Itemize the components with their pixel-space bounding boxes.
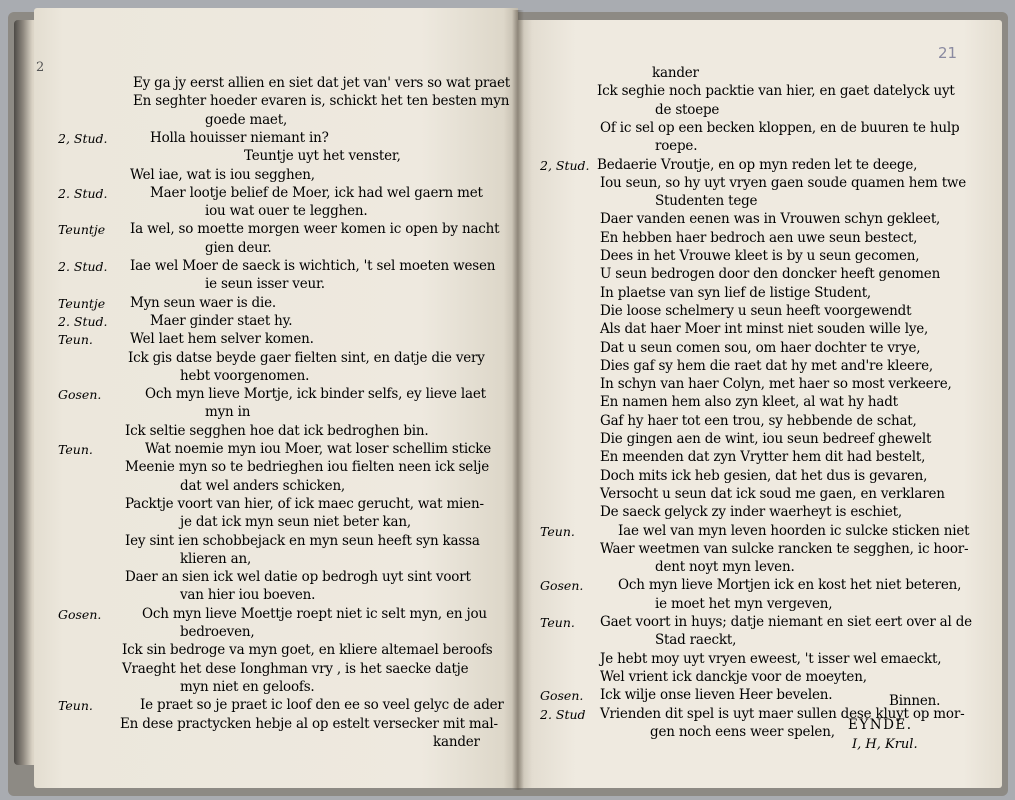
verse-line: En seghter hoeder evaren is, schickt het ten besten myn (133, 93, 510, 110)
speaker-name: Gosen. (540, 578, 584, 594)
verse-line: Die gingen aen de wint, iou seun bedreef ghewelt (600, 431, 932, 447)
verse-line: Maer lootje belief de Moer, ick had wel gaern met (150, 184, 483, 201)
verse-line: Dies gaf sy hem die raet dat hy met and're kleere, (600, 357, 933, 374)
verse-line: Ey ga jy eerst allien en siet dat jet van' vers so wat praet (133, 75, 511, 91)
speaker-name: Gosen. (58, 606, 102, 622)
verse-line: myn in (205, 404, 251, 421)
verse-line: Versocht u seun dat ick soud me gaen, en verklaren (600, 485, 945, 502)
verse-line: Wat noemie myn iou Moer, wat loser schellim sticke (145, 441, 492, 457)
verse-line: roepe. (655, 138, 698, 155)
verse-line: goede maet, (205, 111, 288, 128)
verse-line: Iou seun, so hy uyt vryen gaen soude quamen hem twe (600, 174, 967, 191)
verse-line: En meenden dat zyn Vrytter hem dit had bestelt, (600, 449, 926, 466)
verse-line: In plaetse van syn lief de listige Student, (600, 284, 872, 301)
end-marker: EYNDE. (848, 717, 913, 733)
verse-line: van hier iou boeven. (180, 587, 316, 604)
verse-line: Wel iae, wat is iou segghen, (130, 166, 315, 183)
verse-line: U seun bedrogen door den doncker heeft genomen (600, 266, 941, 283)
verse-line: je dat ick myn seun niet beter kan, (180, 514, 411, 531)
verse-line: Packtje voort van hier, of ick maec gerucht, wat mien- (125, 495, 484, 512)
verse-line: Teuntje uyt het venster, (244, 148, 401, 165)
left-margin-mark: 2 (36, 60, 45, 75)
verse-line: Wel laet hem selver komen. (130, 331, 314, 348)
verse-line: klieren an, (180, 550, 252, 567)
verse-line: gien deur. (205, 239, 272, 256)
speaker-name: 2. Stud. (58, 313, 108, 329)
verse-line: Maer ginder staet hy. (150, 312, 293, 329)
speaker-name: Teun. (540, 615, 575, 630)
speaker-name: Teun. (58, 698, 93, 714)
verse-line: Ie praet so je praet ic loof den ee so veel gelyc de ader (140, 697, 504, 714)
speaker-name: Gosen. (540, 688, 584, 704)
speaker-name: Teun. (58, 332, 93, 348)
verse-line: Vrienden dit spel is uyt maer sullen dese kluyt op mor- (600, 705, 965, 722)
verse-line: En dese practycken hebje al op estelt versecker mit mal- (120, 715, 498, 732)
verse-line: Daer an sien ick wel datie op bedrogh uyt sint voort (125, 569, 471, 586)
verse-line: kander (652, 65, 699, 81)
verse-line: de stoepe (655, 101, 720, 118)
verse-line: Of ic sel op een becken kloppen, en de buuren te hulp (600, 119, 960, 136)
verse-line: Ick seghie noch packtie van hier, en gaet datelyck uyt (597, 83, 955, 100)
verse-line: Studenten tege (655, 193, 758, 210)
page-number: 21 (938, 44, 958, 62)
verse-line: Och myn lieve Moettje roept niet ic selt myn, en jou (142, 605, 487, 622)
verse-line: Ick gis datse beyde gaer fielten sint, en datje die very (128, 349, 485, 366)
verse-line: hebt voorgenomen. (180, 367, 310, 384)
verse-line: Vraeght het dese Ionghman vry , is het saecke datje (122, 660, 469, 677)
verse-line: gen noch eens weer spelen, (650, 723, 835, 740)
verse-line: Och myn lieve Mortjen ick en kost het niet beteren, (618, 577, 962, 594)
speaker-name: 2, Stud. (58, 130, 108, 146)
speaker-name: 2, Stud. (540, 157, 590, 173)
verse-line: Die loose schelmery u seun heeft voorgewendt (600, 302, 912, 319)
speaker-name: Teuntje (58, 222, 106, 238)
verse-line: Meenie myn so te bedrieghen iou fielten neen ick selje (125, 459, 489, 476)
verse-line: ie seun isser veur. (205, 276, 325, 293)
verse-line: Ick seltie segghen hoe dat ick bedroghen bin. (125, 422, 429, 439)
book-gutter (512, 10, 524, 790)
speaker-name: 2. Stud. (58, 259, 108, 274)
verse-line: Dees in het Vrouwe kleet is by u seun gecomen, (600, 248, 920, 264)
verse-line: bedroeven, (180, 624, 255, 640)
verse-line: Iae wel van myn leven hoorden ic sulcke sticken niet (618, 522, 970, 539)
verse-line: dat wel anders schicken, (180, 477, 346, 494)
speaker-name: Teun. (540, 523, 575, 539)
speaker-name: Teun. (58, 442, 93, 457)
verse-line: Ick sin bedroge va myn goet, en kliere altemael beroofs (122, 642, 493, 659)
verse-line: ie moet het myn vergeven, (655, 595, 833, 612)
verse-line: Waer weetmen van sulcke rancken te segghen, ic hoor- (600, 540, 969, 557)
speaker-name: Teuntje (58, 295, 106, 311)
verse-line: En hebben haer bedroch aen uwe seun bestect, (600, 229, 918, 246)
speaker-name: Gosen. (58, 387, 102, 403)
verse-line: Och myn lieve Mortje, ick binder selfs, ey lieve laet (145, 386, 486, 403)
verse-line: Je hebt moy uyt vryen eweest, 't isser wel emaeckt, (600, 650, 942, 667)
verse-line: Bedaerie Vroutje, en op myn reden let te deege, (597, 156, 918, 173)
verse-line: Holla houisser niemant in? (150, 129, 329, 146)
verse-line: Gaet voort in huys; datje niemant en siet eert over al de (600, 614, 972, 630)
verse-line: Stad raeckt, (655, 632, 737, 649)
verse-line: Doch mits ick heb gesien, dat het dus is gevaren, (600, 467, 928, 484)
verse-line: dent noyt myn leven. (655, 559, 795, 576)
verse-line: Ick wilje onse lieven Heer bevelen. (600, 687, 833, 704)
verse-line: myn niet en geloofs. (180, 678, 315, 695)
speaker-name: 2. Stud (540, 706, 586, 722)
verse-line: En namen hem also zyn kleet, al wat hy hadt (600, 394, 898, 411)
verse-line: In schyn van haer Colyn, met haer so most verkeere, (600, 376, 952, 393)
speaker-name: 2. Stud. (58, 185, 108, 201)
verse-line: De saeck gelyck zy inder waerheyt is eschiet, (600, 504, 902, 521)
verse-line: Als dat haer Moer int minst niet souden wille lye, (600, 321, 929, 338)
verse-line: Dat u seun comen sou, om haer dochter te vrye, (600, 339, 921, 356)
verse-line: iou wat ouer te legghen. (205, 203, 368, 220)
verse-line: Daer vanden eenen was in Vrouwen schyn gekleet, (600, 211, 941, 228)
verse-line: Gaf hy haer tot een trou, sy hebbende de schat, (600, 412, 917, 429)
verse-line: Iae wel Moer de saeck is wichtich, 't sel moeten wesen (130, 258, 496, 274)
verse-line: Ia wel, so moette morgen weer komen ic open by nacht (130, 221, 500, 238)
author-signature: I, H, Krul. (852, 737, 918, 752)
exit-direction: Binnen. (889, 693, 941, 709)
verse-line: Iey sint ien schobbejack en myn seun heeft syn kassa (125, 532, 480, 549)
verse-line: kander (433, 733, 480, 750)
verse-line: Myn seun waer is die. (130, 294, 276, 311)
verse-line: Wel vrient ick danckje voor de moeyten, (600, 668, 867, 685)
